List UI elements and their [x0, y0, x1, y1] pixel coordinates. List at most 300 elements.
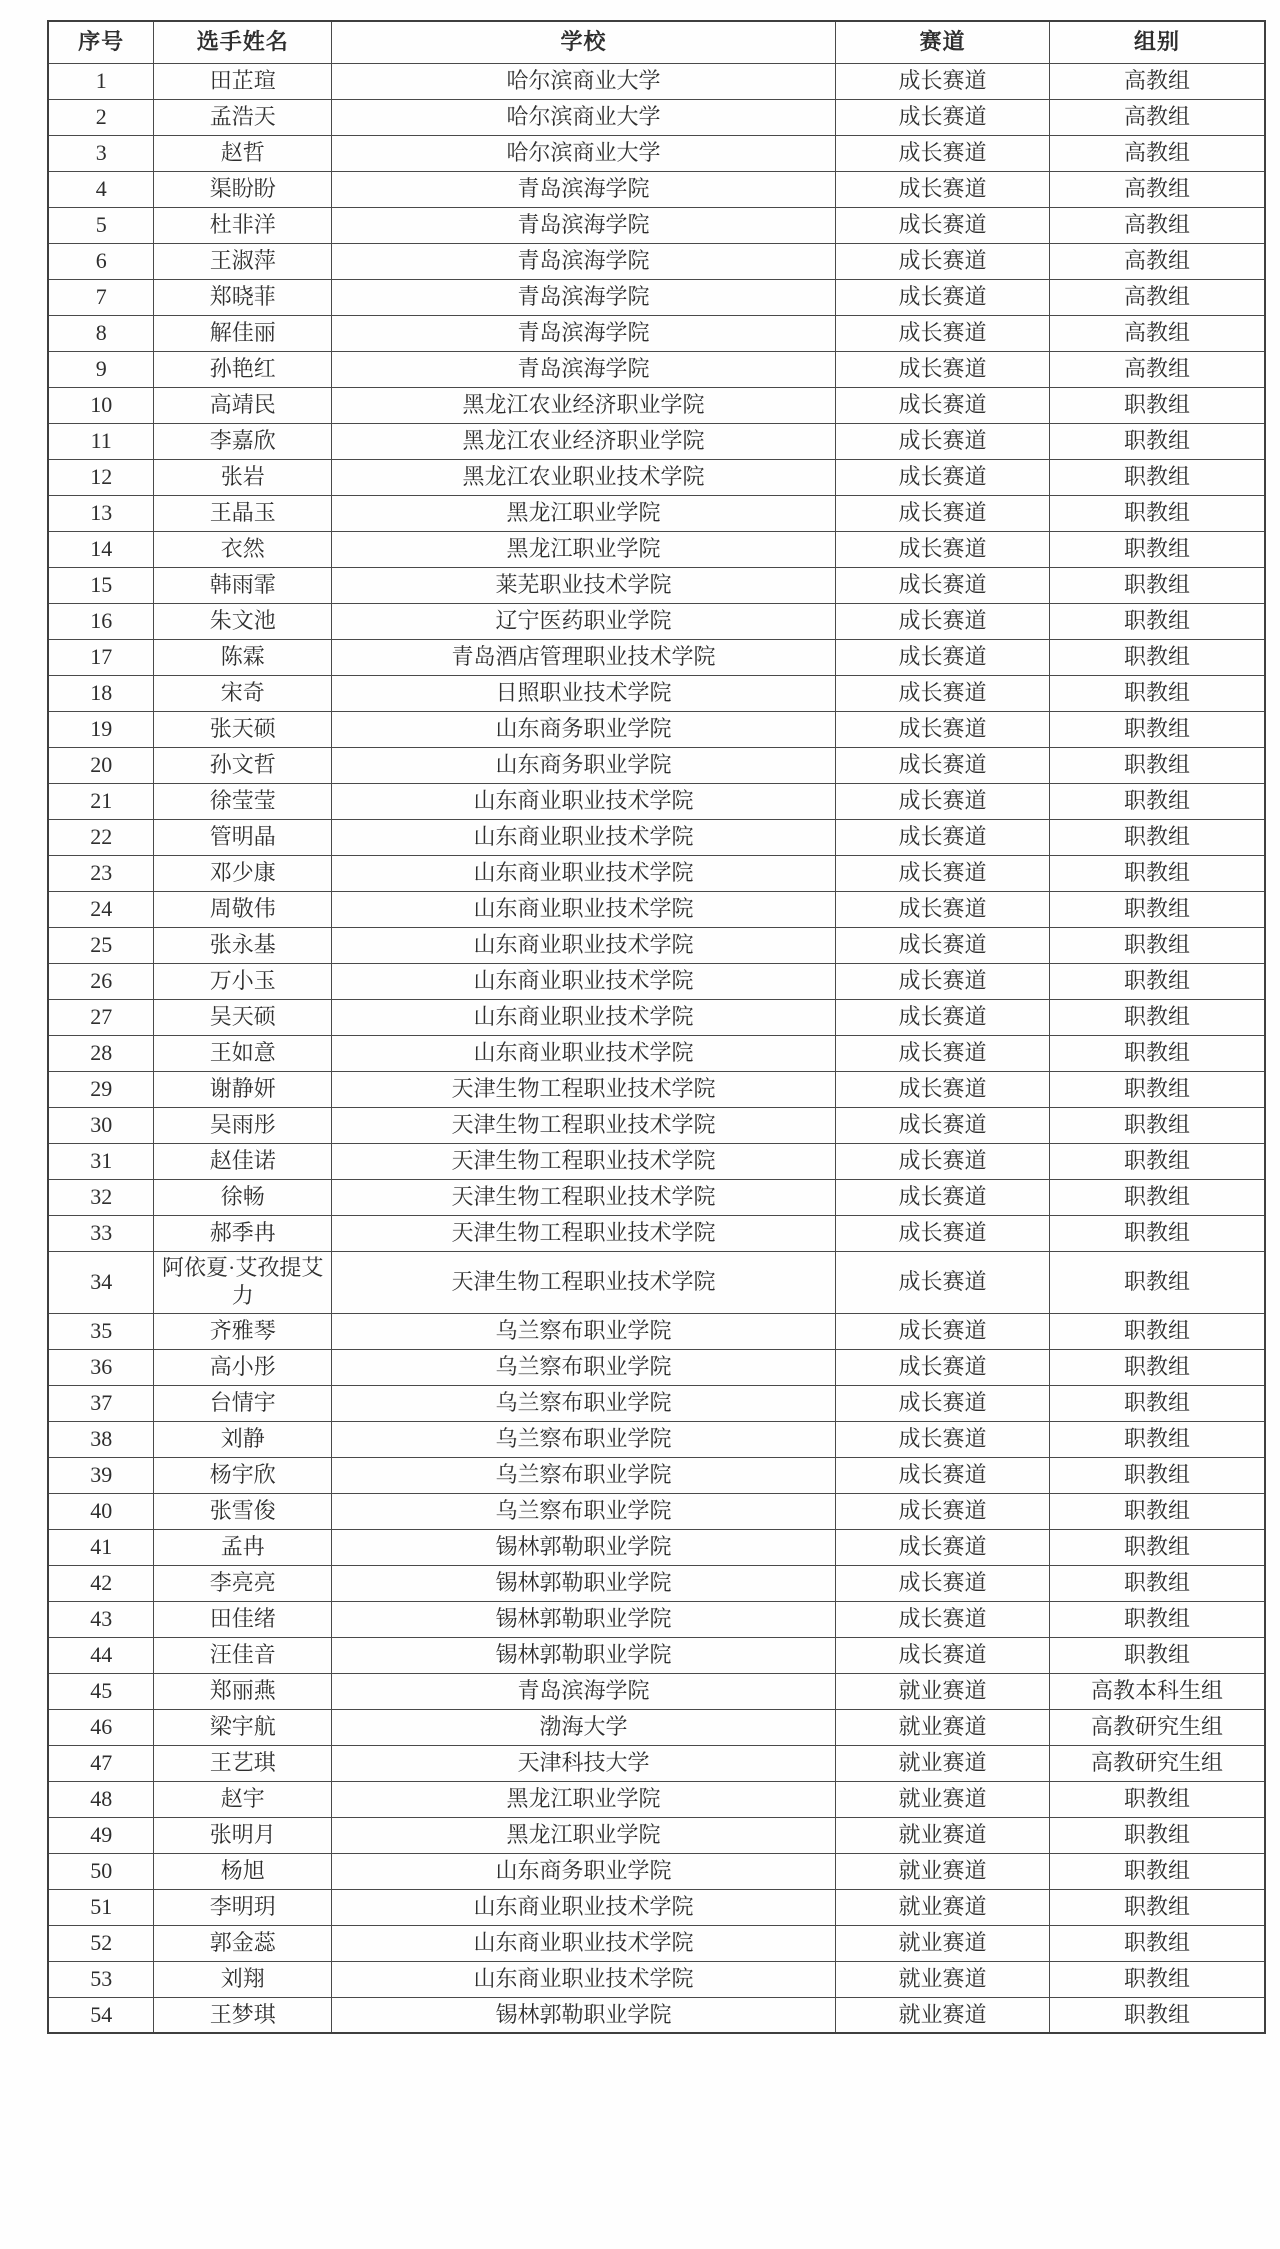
cell-track: 成长赛道: [835, 999, 1049, 1035]
cell-track: 成长赛道: [835, 1215, 1049, 1251]
cell-name: 张岩: [154, 459, 332, 495]
cell-track: 成长赛道: [835, 891, 1049, 927]
cell-track: 就业赛道: [835, 1853, 1049, 1889]
cell-name: 孟浩天: [154, 99, 332, 135]
cell-group: 职教组: [1050, 1565, 1265, 1601]
cell-no: 41: [48, 1529, 154, 1565]
cell-no: 7: [48, 279, 154, 315]
table-row: [48, 1637, 1265, 1673]
cell-school: 锡林郭勒职业学院: [332, 1529, 836, 1565]
cell-no: 18: [48, 675, 154, 711]
cell-no: 26: [48, 963, 154, 999]
table-row: [48, 351, 1265, 387]
cell-track: 就业赛道: [835, 1997, 1049, 2033]
cell-track: 就业赛道: [835, 1925, 1049, 1961]
cell-group: 职教组: [1050, 423, 1265, 459]
table-row: [48, 99, 1265, 135]
table-row: [48, 1313, 1265, 1349]
cell-school: 莱芜职业技术学院: [332, 567, 836, 603]
cell-no: 19: [48, 711, 154, 747]
table-row: [48, 1709, 1265, 1745]
cell-no: 22: [48, 819, 154, 855]
cell-school: 山东商务职业学院: [332, 747, 836, 783]
cell-track: 成长赛道: [835, 315, 1049, 351]
table-row: [48, 1421, 1265, 1457]
cell-group: 职教组: [1050, 1421, 1265, 1457]
table-row: [48, 1349, 1265, 1385]
table-row: [48, 1035, 1265, 1071]
cell-track: 成长赛道: [835, 1035, 1049, 1071]
cell-group: 职教组: [1050, 603, 1265, 639]
cell-group: 职教组: [1050, 1035, 1265, 1071]
table-row: [48, 1071, 1265, 1107]
table-row: [48, 1529, 1265, 1565]
cell-group: 职教组: [1050, 1853, 1265, 1889]
cell-no: 43: [48, 1601, 154, 1637]
cell-track: 成长赛道: [835, 819, 1049, 855]
cell-track: 成长赛道: [835, 531, 1049, 567]
table-row: [48, 711, 1265, 747]
cell-no: 6: [48, 243, 154, 279]
cell-name: 李亮亮: [154, 1565, 332, 1601]
cell-no: 38: [48, 1421, 154, 1457]
cell-group: 高教组: [1050, 279, 1265, 315]
cell-name: 汪佳音: [154, 1637, 332, 1673]
cell-group: 职教组: [1050, 1179, 1265, 1215]
cell-track: 成长赛道: [835, 1071, 1049, 1107]
cell-name: 张雪俊: [154, 1493, 332, 1529]
cell-group: 职教组: [1050, 819, 1265, 855]
cell-group: 高教组: [1050, 315, 1265, 351]
cell-track: 成长赛道: [835, 387, 1049, 423]
cell-name: 王晶玉: [154, 495, 332, 531]
table-row: [48, 1745, 1265, 1781]
cell-track: 就业赛道: [835, 1673, 1049, 1709]
cell-no: 45: [48, 1673, 154, 1709]
cell-no: 27: [48, 999, 154, 1035]
cell-school: 山东商业职业技术学院: [332, 1035, 836, 1071]
cell-name: 韩雨霏: [154, 567, 332, 603]
cell-name: 李明玥: [154, 1889, 332, 1925]
table-row: [48, 315, 1265, 351]
cell-group: 职教组: [1050, 1215, 1265, 1251]
cell-group: 职教组: [1050, 927, 1265, 963]
table-row: [48, 855, 1265, 891]
cell-no: 52: [48, 1925, 154, 1961]
cell-no: 23: [48, 855, 154, 891]
cell-school: 辽宁医药职业学院: [332, 603, 836, 639]
cell-group: 高教本科生组: [1050, 1673, 1265, 1709]
cell-name: 郑丽燕: [154, 1673, 332, 1709]
cell-track: 就业赛道: [835, 1709, 1049, 1745]
cell-name: 衣然: [154, 531, 332, 567]
table-row: [48, 927, 1265, 963]
cell-school: 山东商业职业技术学院: [332, 927, 836, 963]
cell-track: 成长赛道: [835, 135, 1049, 171]
cell-group: 职教组: [1050, 963, 1265, 999]
cell-name: 高靖民: [154, 387, 332, 423]
cell-name: 孟冉: [154, 1529, 332, 1565]
cell-no: 37: [48, 1385, 154, 1421]
cell-no: 4: [48, 171, 154, 207]
cell-name: 阿依夏·艾孜提艾力: [154, 1251, 332, 1313]
cell-name: 刘静: [154, 1421, 332, 1457]
cell-track: 成长赛道: [835, 711, 1049, 747]
cell-group: 职教组: [1050, 1313, 1265, 1349]
cell-name: 徐畅: [154, 1179, 332, 1215]
table-row: [48, 1925, 1265, 1961]
cell-school: 天津生物工程职业技术学院: [332, 1179, 836, 1215]
cell-school: 乌兰察布职业学院: [332, 1385, 836, 1421]
cell-track: 成长赛道: [835, 1179, 1049, 1215]
cell-school: 黑龙江职业学院: [332, 531, 836, 567]
cell-track: 就业赛道: [835, 1817, 1049, 1853]
cell-no: 53: [48, 1961, 154, 1997]
cell-track: 成长赛道: [835, 675, 1049, 711]
table-row: [48, 1107, 1265, 1143]
cell-name: 台情宇: [154, 1385, 332, 1421]
cell-name: 李嘉欣: [154, 423, 332, 459]
cell-school: 天津生物工程职业技术学院: [332, 1215, 836, 1251]
cell-name: 万小玉: [154, 963, 332, 999]
cell-school: 天津科技大学: [332, 1745, 836, 1781]
table-row: [48, 783, 1265, 819]
table-row: [48, 567, 1265, 603]
table-row: [48, 963, 1265, 999]
cell-no: 30: [48, 1107, 154, 1143]
cell-name: 张明月: [154, 1817, 332, 1853]
cell-no: 21: [48, 783, 154, 819]
cell-name: 管明晶: [154, 819, 332, 855]
cell-name: 郑晓菲: [154, 279, 332, 315]
cell-group: 职教组: [1050, 1817, 1265, 1853]
table-row: [48, 999, 1265, 1035]
cell-group: 高教组: [1050, 243, 1265, 279]
cell-school: 乌兰察布职业学院: [332, 1313, 836, 1349]
cell-group: 职教组: [1050, 1961, 1265, 1997]
cell-track: 成长赛道: [835, 243, 1049, 279]
cell-name: 解佳丽: [154, 315, 332, 351]
cell-school: 乌兰察布职业学院: [332, 1421, 836, 1457]
cell-no: 32: [48, 1179, 154, 1215]
cell-school: 青岛滨海学院: [332, 351, 836, 387]
cell-no: 2: [48, 99, 154, 135]
cell-group: 职教组: [1050, 747, 1265, 783]
column-header-track: 赛道: [835, 21, 1049, 63]
column-header-no: 序号: [48, 21, 154, 63]
cell-name: 王淑萍: [154, 243, 332, 279]
cell-group: 职教组: [1050, 711, 1265, 747]
cell-group: 职教组: [1050, 1143, 1265, 1179]
cell-school: 锡林郭勒职业学院: [332, 1637, 836, 1673]
cell-track: 成长赛道: [835, 927, 1049, 963]
cell-name: 谢静妍: [154, 1071, 332, 1107]
table-row: [48, 207, 1265, 243]
cell-no: 11: [48, 423, 154, 459]
participants-table: [47, 20, 1266, 2034]
cell-no: 35: [48, 1313, 154, 1349]
cell-track: 成长赛道: [835, 1251, 1049, 1313]
cell-name: 王如意: [154, 1035, 332, 1071]
cell-no: 14: [48, 531, 154, 567]
cell-name: 郝季冉: [154, 1215, 332, 1251]
cell-group: 职教组: [1050, 459, 1265, 495]
cell-name: 陈霖: [154, 639, 332, 675]
cell-name: 王艺琪: [154, 1745, 332, 1781]
cell-group: 高教组: [1050, 99, 1265, 135]
table-row: [48, 459, 1265, 495]
cell-group: 高教研究生组: [1050, 1745, 1265, 1781]
cell-track: 就业赛道: [835, 1889, 1049, 1925]
cell-name: 杨宇欣: [154, 1457, 332, 1493]
cell-school: 乌兰察布职业学院: [332, 1457, 836, 1493]
table-row: [48, 1493, 1265, 1529]
table-row: [48, 495, 1265, 531]
cell-school: 黑龙江农业经济职业学院: [332, 423, 836, 459]
cell-group: 职教组: [1050, 387, 1265, 423]
table-row: [48, 63, 1265, 99]
cell-no: 24: [48, 891, 154, 927]
cell-group: 高教研究生组: [1050, 1709, 1265, 1745]
cell-no: 33: [48, 1215, 154, 1251]
cell-group: 职教组: [1050, 639, 1265, 675]
cell-track: 成长赛道: [835, 207, 1049, 243]
cell-school: 黑龙江农业经济职业学院: [332, 387, 836, 423]
cell-school: 山东商业职业技术学院: [332, 855, 836, 891]
table-row: [48, 603, 1265, 639]
cell-school: 黑龙江职业学院: [332, 1781, 836, 1817]
table-row: [48, 891, 1265, 927]
cell-name: 徐莹莹: [154, 783, 332, 819]
table-row: [48, 1565, 1265, 1601]
cell-no: 3: [48, 135, 154, 171]
cell-school: 天津生物工程职业技术学院: [332, 1143, 836, 1179]
cell-school: 山东商业职业技术学院: [332, 1925, 836, 1961]
cell-track: 成长赛道: [835, 1457, 1049, 1493]
cell-school: 哈尔滨商业大学: [332, 63, 836, 99]
table-row: [48, 171, 1265, 207]
cell-group: 职教组: [1050, 1071, 1265, 1107]
cell-name: 渠盼盼: [154, 171, 332, 207]
table-row: [48, 1817, 1265, 1853]
cell-group: 职教组: [1050, 891, 1265, 927]
cell-school: 锡林郭勒职业学院: [332, 1601, 836, 1637]
cell-group: 高教组: [1050, 207, 1265, 243]
cell-group: 职教组: [1050, 1385, 1265, 1421]
cell-group: 高教组: [1050, 351, 1265, 387]
cell-track: 成长赛道: [835, 459, 1049, 495]
cell-group: 职教组: [1050, 531, 1265, 567]
header-row: [48, 21, 1265, 63]
cell-school: 青岛滨海学院: [332, 207, 836, 243]
cell-track: 成长赛道: [835, 1493, 1049, 1529]
cell-school: 锡林郭勒职业学院: [332, 1565, 836, 1601]
table-row: [48, 819, 1265, 855]
cell-school: 山东商务职业学院: [332, 711, 836, 747]
table-row: [48, 387, 1265, 423]
cell-school: 山东商业职业技术学院: [332, 1889, 836, 1925]
cell-no: 8: [48, 315, 154, 351]
table-row: [48, 1385, 1265, 1421]
table-header: [48, 21, 1265, 63]
cell-school: 山东商务职业学院: [332, 1853, 836, 1889]
cell-track: 成长赛道: [835, 495, 1049, 531]
cell-school: 青岛滨海学院: [332, 243, 836, 279]
cell-no: 42: [48, 1565, 154, 1601]
cell-name: 杜非洋: [154, 207, 332, 243]
cell-school: 黑龙江农业职业技术学院: [332, 459, 836, 495]
cell-name: 孙艳红: [154, 351, 332, 387]
cell-name: 梁宇航: [154, 1709, 332, 1745]
cell-school: 日照职业技术学院: [332, 675, 836, 711]
cell-track: 成长赛道: [835, 1349, 1049, 1385]
cell-track: 就业赛道: [835, 1745, 1049, 1781]
table-row: [48, 423, 1265, 459]
column-header-school: 学校: [332, 21, 836, 63]
cell-no: 13: [48, 495, 154, 531]
cell-no: 36: [48, 1349, 154, 1385]
cell-track: 成长赛道: [835, 747, 1049, 783]
cell-school: 乌兰察布职业学院: [332, 1493, 836, 1529]
cell-school: 哈尔滨商业大学: [332, 99, 836, 135]
cell-name: 王梦琪: [154, 1997, 332, 2033]
cell-no: 15: [48, 567, 154, 603]
cell-track: 成长赛道: [835, 171, 1049, 207]
cell-group: 职教组: [1050, 1601, 1265, 1637]
cell-group: 职教组: [1050, 1107, 1265, 1143]
table-row: [48, 1601, 1265, 1637]
cell-school: 山东商业职业技术学院: [332, 819, 836, 855]
cell-school: 青岛滨海学院: [332, 171, 836, 207]
cell-track: 成长赛道: [835, 603, 1049, 639]
table-row: [48, 1215, 1265, 1251]
cell-track: 成长赛道: [835, 99, 1049, 135]
cell-group: 职教组: [1050, 1889, 1265, 1925]
cell-group: 职教组: [1050, 999, 1265, 1035]
cell-group: 职教组: [1050, 567, 1265, 603]
cell-no: 20: [48, 747, 154, 783]
cell-no: 1: [48, 63, 154, 99]
cell-no: 34: [48, 1251, 154, 1313]
table-row: [48, 675, 1265, 711]
table-row: [48, 531, 1265, 567]
cell-no: 28: [48, 1035, 154, 1071]
cell-track: 成长赛道: [835, 963, 1049, 999]
cell-no: 54: [48, 1997, 154, 2033]
cell-school: 山东商业职业技术学院: [332, 1961, 836, 1997]
cell-no: 10: [48, 387, 154, 423]
cell-name: 刘翔: [154, 1961, 332, 1997]
cell-group: 高教组: [1050, 63, 1265, 99]
cell-no: 29: [48, 1071, 154, 1107]
cell-group: 职教组: [1050, 1925, 1265, 1961]
cell-name: 田芷瑄: [154, 63, 332, 99]
table-row: [48, 1457, 1265, 1493]
cell-name: 邓少康: [154, 855, 332, 891]
cell-group: 高教组: [1050, 171, 1265, 207]
cell-group: 职教组: [1050, 495, 1265, 531]
column-header-name: 选手姓名: [154, 21, 332, 63]
cell-name: 赵哲: [154, 135, 332, 171]
cell-track: 成长赛道: [835, 1565, 1049, 1601]
cell-group: 职教组: [1050, 783, 1265, 819]
cell-name: 杨旭: [154, 1853, 332, 1889]
cell-no: 46: [48, 1709, 154, 1745]
cell-name: 吴雨彤: [154, 1107, 332, 1143]
cell-group: 职教组: [1050, 1637, 1265, 1673]
cell-no: 9: [48, 351, 154, 387]
cell-no: 49: [48, 1817, 154, 1853]
cell-no: 44: [48, 1637, 154, 1673]
cell-school: 青岛滨海学院: [332, 1673, 836, 1709]
cell-name: 周敬伟: [154, 891, 332, 927]
table-row: [48, 1673, 1265, 1709]
table-row: [48, 747, 1265, 783]
cell-no: 25: [48, 927, 154, 963]
cell-school: 乌兰察布职业学院: [332, 1349, 836, 1385]
cell-track: 成长赛道: [835, 1421, 1049, 1457]
cell-school: 锡林郭勒职业学院: [332, 1997, 836, 2033]
cell-group: 高教组: [1050, 135, 1265, 171]
cell-school: 山东商业职业技术学院: [332, 891, 836, 927]
cell-track: 成长赛道: [835, 855, 1049, 891]
cell-track: 成长赛道: [835, 639, 1049, 675]
cell-group: 职教组: [1050, 1781, 1265, 1817]
cell-no: 51: [48, 1889, 154, 1925]
cell-track: 成长赛道: [835, 423, 1049, 459]
cell-name: 赵宇: [154, 1781, 332, 1817]
cell-group: 职教组: [1050, 675, 1265, 711]
cell-no: 31: [48, 1143, 154, 1179]
cell-track: 成长赛道: [835, 1601, 1049, 1637]
cell-track: 成长赛道: [835, 1529, 1049, 1565]
table-row: [48, 243, 1265, 279]
cell-group: 职教组: [1050, 1251, 1265, 1313]
cell-track: 就业赛道: [835, 1781, 1049, 1817]
table-row: [48, 1853, 1265, 1889]
table-row: [48, 279, 1265, 315]
table-row: [48, 1143, 1265, 1179]
cell-track: 成长赛道: [835, 279, 1049, 315]
cell-school: 山东商业职业技术学院: [332, 783, 836, 819]
cell-track: 成长赛道: [835, 63, 1049, 99]
cell-group: 职教组: [1050, 1457, 1265, 1493]
cell-name: 吴天硕: [154, 999, 332, 1035]
cell-no: 48: [48, 1781, 154, 1817]
table-row: [48, 1961, 1265, 1997]
cell-name: 张天硕: [154, 711, 332, 747]
cell-school: 天津生物工程职业技术学院: [332, 1251, 836, 1313]
cell-school: 渤海大学: [332, 1709, 836, 1745]
cell-school: 天津生物工程职业技术学院: [332, 1107, 836, 1143]
cell-no: 50: [48, 1853, 154, 1889]
cell-school: 黑龙江职业学院: [332, 495, 836, 531]
cell-no: 16: [48, 603, 154, 639]
table-body: [48, 63, 1265, 2033]
cell-track: 成长赛道: [835, 567, 1049, 603]
cell-group: 职教组: [1050, 1349, 1265, 1385]
cell-track: 成长赛道: [835, 1385, 1049, 1421]
cell-school: 山东商业职业技术学院: [332, 963, 836, 999]
cell-school: 天津生物工程职业技术学院: [332, 1071, 836, 1107]
table-row: [48, 1179, 1265, 1215]
cell-group: 职教组: [1050, 1529, 1265, 1565]
cell-name: 齐雅琴: [154, 1313, 332, 1349]
cell-no: 47: [48, 1745, 154, 1781]
cell-name: 赵佳诺: [154, 1143, 332, 1179]
cell-school: 哈尔滨商业大学: [332, 135, 836, 171]
cell-name: 孙文哲: [154, 747, 332, 783]
